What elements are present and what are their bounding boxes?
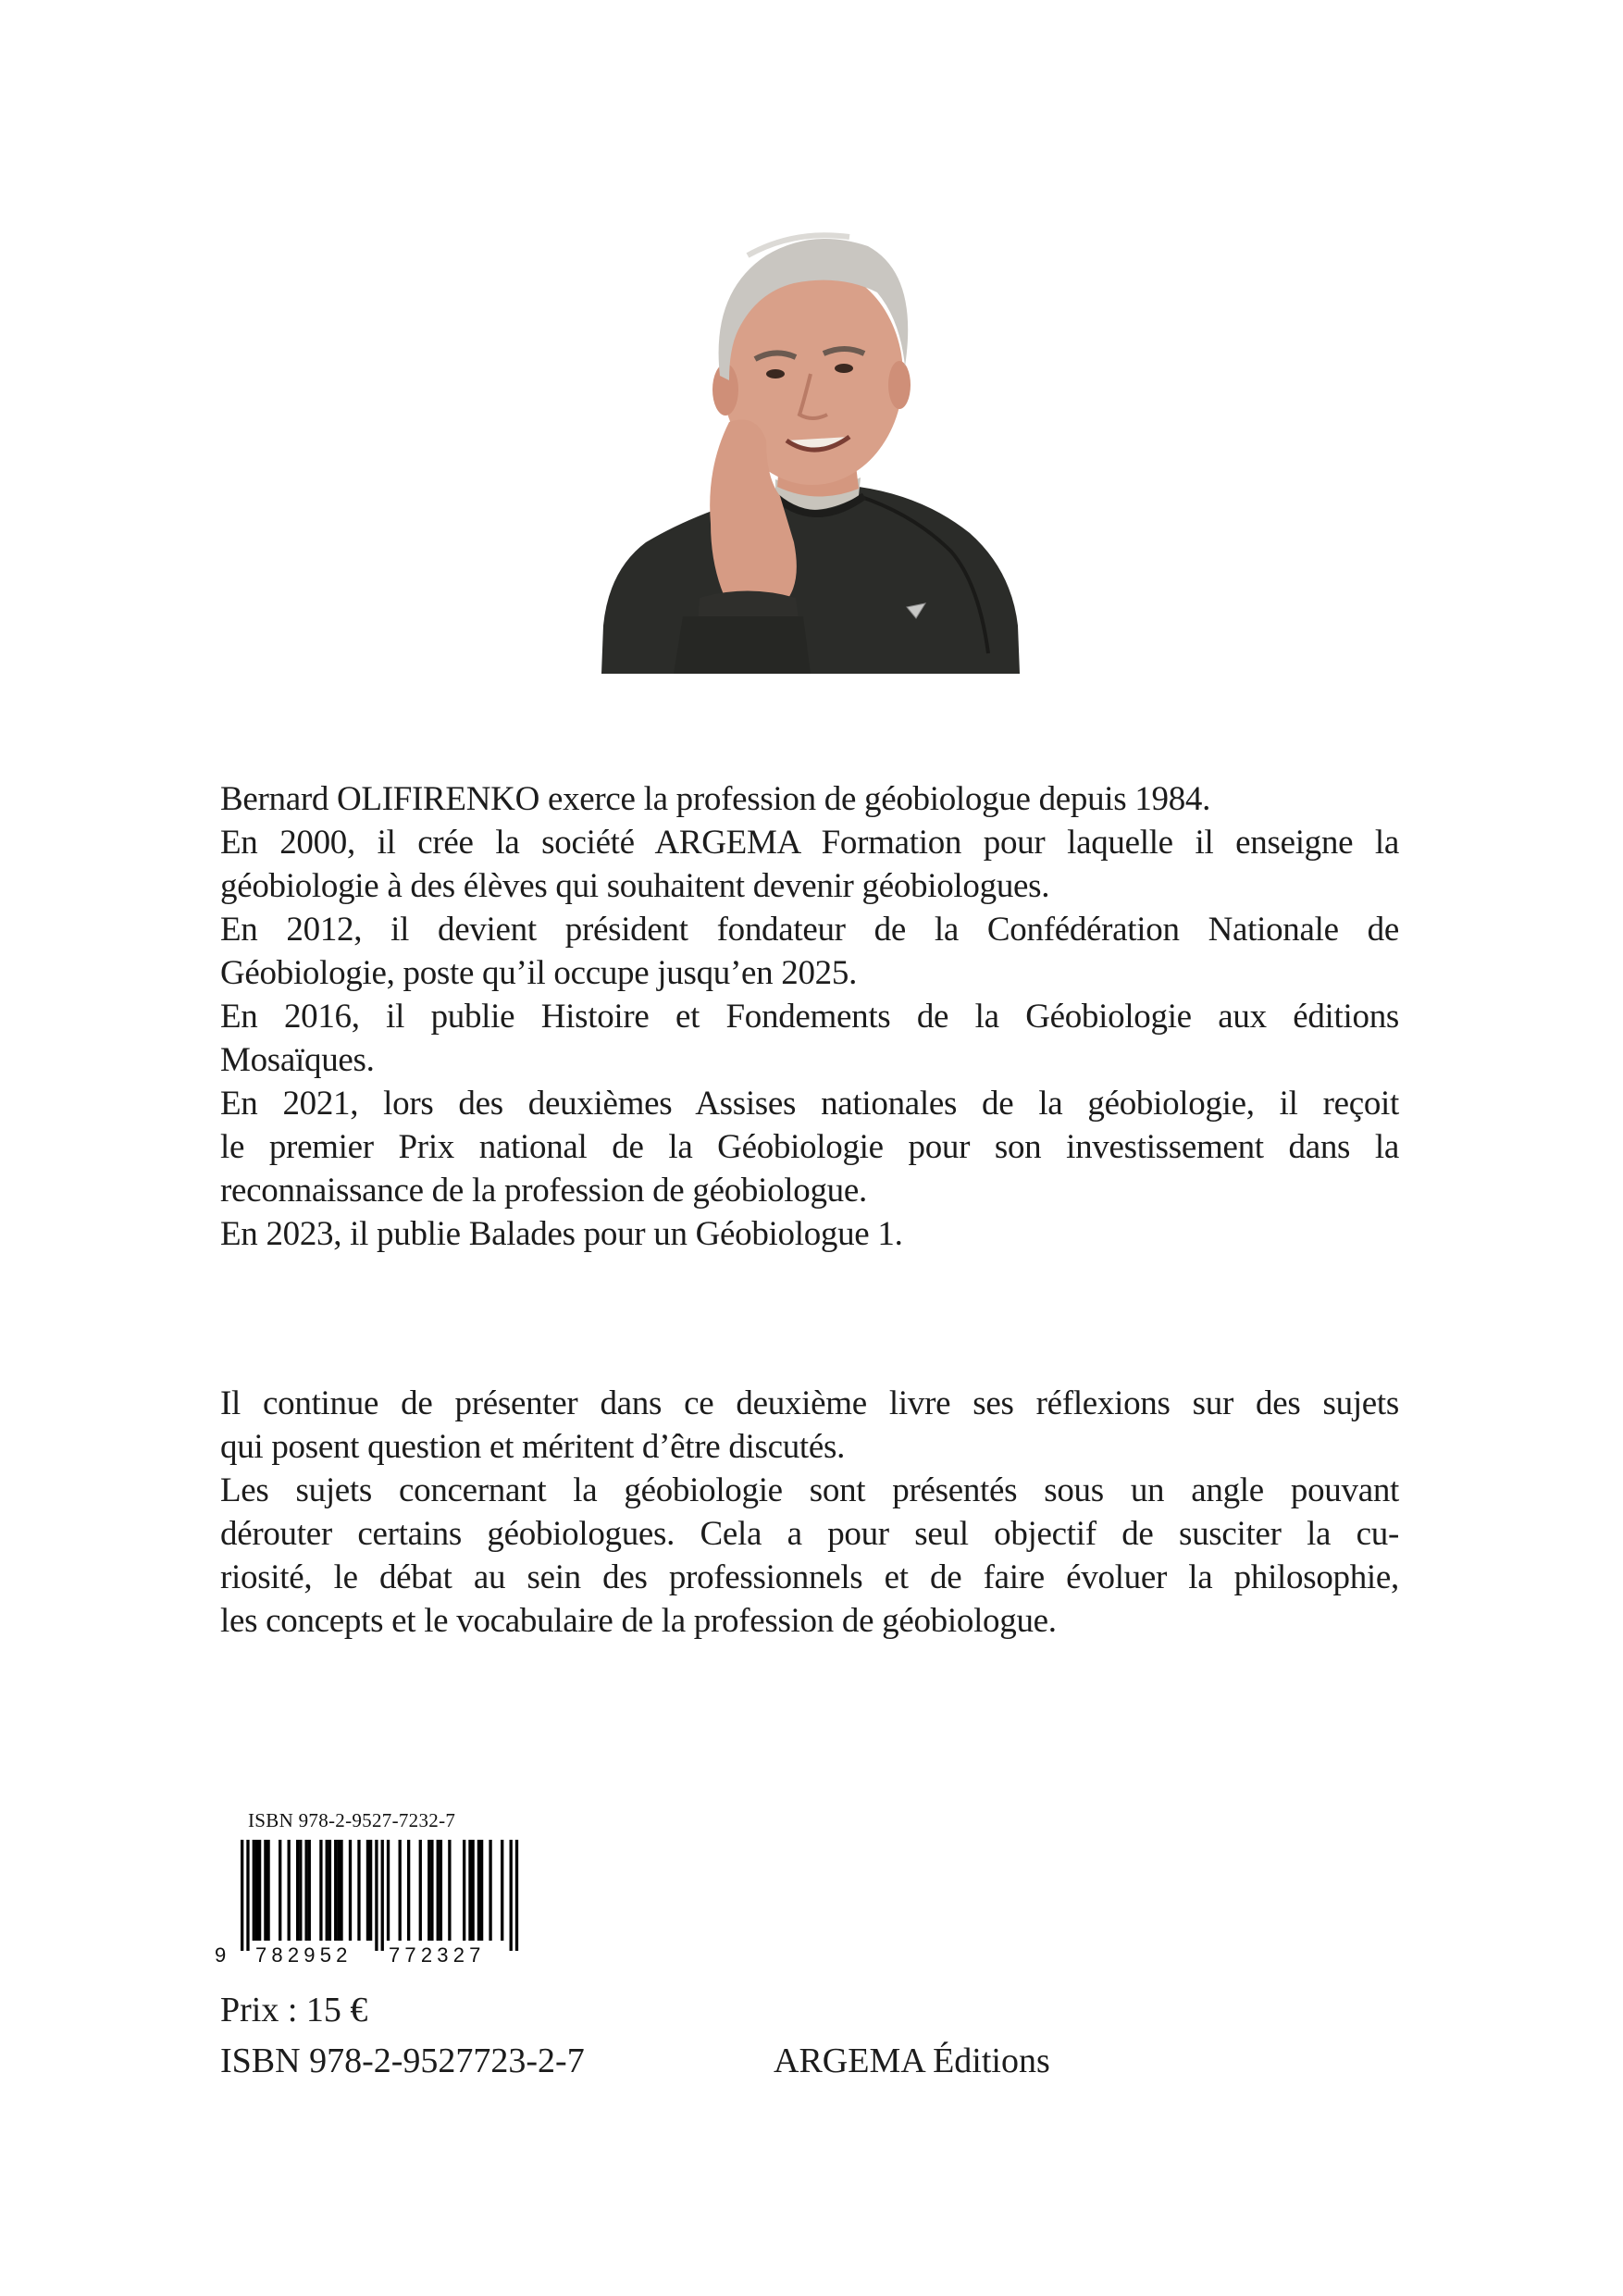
barcode-guard-bar xyxy=(375,1840,378,1951)
barcode-bar xyxy=(407,1840,410,1941)
barcode-bar xyxy=(279,1840,281,1941)
bio-line: En 2016, il publie Histoire et Fondements de la Géobiologie aux éditions xyxy=(220,998,1399,1036)
barcode-bar xyxy=(328,1840,331,1941)
barcode-bar xyxy=(296,1840,299,1941)
barcode-bar xyxy=(419,1840,422,1941)
barcode-bar xyxy=(430,1840,433,1941)
summary-line: qui posent question et méritent d’être discutés. xyxy=(220,1428,846,1466)
price: Prix : 15 € xyxy=(220,1991,368,2029)
barcode-bar xyxy=(258,1840,261,1941)
barcode-bar xyxy=(319,1840,322,1941)
barcode-bar xyxy=(334,1840,337,1941)
barcode-bar xyxy=(264,1840,266,1941)
bio-line: En 2000, il crée la société ARGEMA Formation pour laquelle il enseigne la xyxy=(220,824,1399,862)
barcode-bars xyxy=(215,1809,520,1967)
barcode-guard-bar xyxy=(515,1840,518,1951)
bio-line: Mosaïques. xyxy=(220,1041,375,1079)
barcode-bar xyxy=(471,1840,474,1941)
publisher-name: ARGEMA Éditions xyxy=(774,2042,1050,2080)
bio-line: En 2023, il publie Balades pour un Géobiologue 1. xyxy=(220,1215,903,1253)
barcode-bar xyxy=(357,1840,360,1941)
barcode-bar xyxy=(308,1840,311,1941)
bio-line: le premier Prix national de la Géobiologie pour son investissement dans la xyxy=(220,1128,1399,1166)
barcode-bar xyxy=(340,1840,342,1941)
summary-line: Il continue de présenter dans ce deuxième livre ses réflexions sur des sujets xyxy=(220,1384,1399,1422)
barcode-bar xyxy=(299,1840,302,1941)
summary-line: riosité, le débat au sein des professionnels et de faire évoluer la philosophie, xyxy=(220,1558,1399,1596)
isbn-number: ISBN 978-2-9527723-2-7 xyxy=(220,2042,585,2080)
barcode-guard-bar xyxy=(510,1840,513,1951)
barcode-bar xyxy=(253,1840,255,1941)
barcode-bar xyxy=(463,1840,465,1941)
bio-line: En 2012, il devient président fondateur de la Confédération Nationale de xyxy=(220,911,1399,949)
author-bio xyxy=(220,777,1399,1256)
barcode-bar xyxy=(501,1840,503,1941)
barcode-bar xyxy=(369,1840,372,1941)
barcode-bar xyxy=(480,1840,483,1941)
barcode-bar xyxy=(468,1840,471,1941)
author-photo xyxy=(581,218,1031,674)
barcode-bar xyxy=(448,1840,451,1941)
barcode-guard-bar xyxy=(241,1840,243,1951)
barcode-bar xyxy=(440,1840,442,1941)
barcode-bar xyxy=(477,1840,480,1941)
bio-line: Géobiologie, poste qu’il occupe jusqu’en 2025. xyxy=(220,954,858,992)
summary-line: dérouter certains géobiologues. Cela a pour seul objectif de susciter la cu- xyxy=(220,1515,1399,1553)
barcode-bar xyxy=(427,1840,430,1941)
bio-line: reconnaissance de la profession de géobiologue. xyxy=(220,1172,867,1210)
bio-line: Bernard OLIFIRENKO exerce la profession de géobiologue depuis 1984. xyxy=(220,780,1211,818)
barcode-bar xyxy=(255,1840,258,1941)
barcode-bar xyxy=(366,1840,369,1941)
barcode-bar xyxy=(399,1840,402,1941)
barcode-guard-bar xyxy=(246,1840,249,1951)
barcode-bar xyxy=(387,1840,390,1941)
barcode-bar xyxy=(489,1840,491,1941)
summary-line: Les sujets concernant la géobiologie sont présentés sous un angle pouvant xyxy=(220,1471,1399,1509)
barcode-bar xyxy=(337,1840,340,1941)
isbn-barcode xyxy=(215,1809,520,1967)
barcode-bar xyxy=(437,1840,440,1941)
barcode-bar xyxy=(266,1840,269,1941)
barcode-first-digit: 9 xyxy=(215,1943,227,1967)
summary-line: les concepts et le vocabulaire de la profession de géobiologue. xyxy=(220,1602,1057,1640)
barcode-bar xyxy=(288,1840,291,1941)
barcode-left-digits: 782952 xyxy=(255,1943,353,1967)
bio-line: En 2021, lors des deuxièmes Assises nationales de la géobiologie, il reçoit xyxy=(220,1085,1399,1123)
barcode-right-digits: 772327 xyxy=(389,1943,486,1967)
bio-line: géobiologie à des élèves qui souhaitent devenir géobiologues. xyxy=(220,867,1050,905)
barcode-bar xyxy=(304,1840,307,1941)
barcode-bar xyxy=(326,1840,328,1941)
book-summary xyxy=(220,1382,1399,1643)
barcode-guard-bar xyxy=(381,1840,384,1951)
barcode-bar xyxy=(349,1840,352,1941)
barcode-isbn-label: ISBN 978-2-9527-7232-7 xyxy=(248,1809,456,1831)
